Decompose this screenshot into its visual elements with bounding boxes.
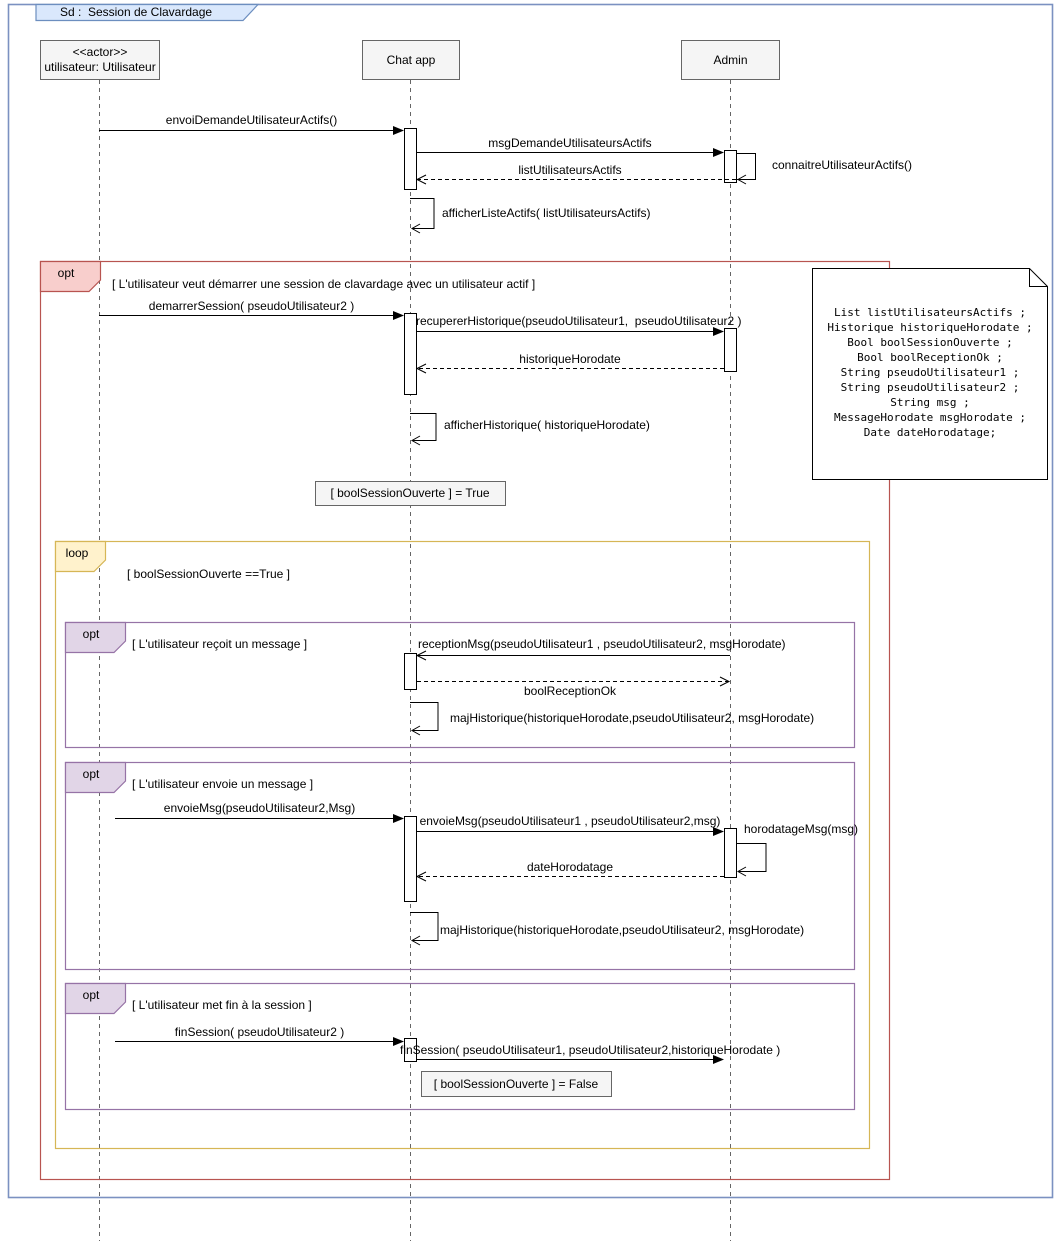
message-label-fin-session-user: finSession( pseudoUtilisateur2 )	[174, 1025, 345, 1039]
activation-chat-2	[405, 314, 417, 395]
activation-admin-1	[725, 151, 737, 183]
fragment-opt-receive-guard: [ L'utilisateur reçoit un message ]	[132, 637, 308, 651]
state-label-session-closed: [ boolSessionOuverte ] = False	[433, 1076, 599, 1091]
message-label-afficher-liste: afficherListeActifs( listUtilisateursActifs)	[442, 206, 651, 220]
activation-admin-2	[725, 329, 737, 372]
message-label-maj-historique-1: majHistorique(historiqueHorodate,pseudoUtilisateur2, msgHorodate)	[450, 711, 815, 725]
note-line: Historique historiqueHorodate ;	[827, 321, 1033, 334]
message-label-connaitre: connaitreUtilisateurActifs()	[772, 158, 913, 172]
arrowhead-icon	[713, 827, 724, 836]
message-label-bool-reception-ok: boolReceptionOk	[523, 684, 617, 698]
message-label-reception-msg: receptionMsg(pseudoUtilisateur1 , pseudoUtilisateur2, msgHorodate)	[418, 637, 786, 651]
fragment-opt-send-operator: opt	[82, 767, 100, 781]
message-label-maj-historique-2: majHistorique(historiqueHorodate,pseudoUtilisateur2, msgHorodate)	[440, 923, 805, 937]
diagram-title: Sd : Session de Clavardage	[59, 5, 213, 19]
admin-name: Admin	[713, 53, 748, 67]
activation-chat-4	[405, 817, 417, 902]
note-line: String pseudoUtilisateur2 ;	[840, 381, 1020, 394]
self-message-afficher-liste	[410, 199, 434, 229]
note-line: Bool boolSessionOuverte ;	[847, 336, 1013, 349]
self-message-horodatage-msg	[737, 844, 767, 872]
self-message-afficher-historique	[410, 414, 436, 441]
chat-app-name: Chat app	[386, 53, 436, 67]
fragment-loop-border	[56, 542, 870, 1149]
arrowhead-icon	[713, 327, 724, 336]
activation-admin-3	[725, 829, 737, 878]
message-label-afficher-historique: afficherHistorique( historiqueHorodate)	[444, 418, 650, 432]
self-message-maj-historique-1	[410, 703, 438, 731]
arrowhead-icon	[393, 814, 404, 823]
note-line: Date dateHorodatage;	[863, 426, 997, 439]
self-message-maj-historique-2	[410, 913, 438, 941]
activation-chat-3	[405, 654, 417, 690]
state-label-session-open: [ boolSessionOuverte ] = True	[330, 486, 490, 500]
message-label-msg-demande: msgDemandeUtilisateursActifs	[488, 136, 652, 150]
fragment-opt-send-guard: [ L'utilisateur envoie un message ]	[132, 777, 314, 791]
fragment-opt-end-operator: opt	[82, 988, 100, 1002]
actor-name: utilisateur: Utilisateur	[44, 60, 156, 74]
fragment-opt-session-operator: opt	[57, 266, 75, 280]
fragment-opt-end-guard: [ L'utilisateur met fin à la session ]	[132, 998, 312, 1012]
message-label-horodatage-msg: horodatageMsg(msg)	[744, 822, 859, 836]
actor-stereotype: <<actor>>	[72, 45, 128, 59]
diagram-frame-border	[9, 5, 1053, 1198]
fragment-opt-receive-operator: opt	[82, 627, 100, 641]
message-label-envoi-demande: envoiDemandeUtilisateurActifs()	[165, 113, 338, 127]
message-label-fin-session-app: finSession( pseudoUtilisateur1, pseudoUtilisateur2,historiqueHorodate )	[400, 1043, 781, 1057]
note-line: String pseudoUtilisateur1 ;	[840, 366, 1020, 379]
message-label-date-horodatage: dateHorodatage	[526, 860, 614, 874]
arrowhead-icon	[393, 126, 404, 135]
note-line: List listUtilisateursActifs ;	[833, 306, 1027, 319]
message-label-demarrer-session: demarrerSession( pseudoUtilisateur2 )	[148, 299, 355, 313]
message-label-historique-horodate: historiqueHorodate	[519, 352, 621, 366]
message-label-envoie-msg-user: envoieMsg(pseudoUtilisateur2,Msg)	[163, 801, 356, 815]
message-label-recuperer-historique: recupererHistorique(pseudoUtilisateur1, pseudoUtilisateur2 )	[416, 314, 742, 328]
note-line: Bool boolReceptionOk ;	[857, 351, 1003, 364]
note-line: MessageHorodate msgHorodate ;	[833, 411, 1027, 424]
fragment-loop-guard: [ boolSessionOuverte ==True ]	[127, 567, 290, 581]
fragment-loop-operator: loop	[65, 546, 89, 560]
note-line: String msg ;	[890, 396, 970, 409]
activation-admin-self-call	[737, 154, 756, 180]
message-label-list-utilisateurs: listUtilisateursActifs	[518, 163, 622, 177]
message-label-envoie-msg-app: envoieMsg(pseudoUtilisateur1 , pseudoUtilisateur2,msg)	[419, 814, 721, 828]
fragment-opt-session-guard: [ L'utilisateur veut démarrer une session de clavardage avec un utilisateur actif ]	[112, 277, 536, 291]
activation-chat-1	[405, 129, 417, 190]
